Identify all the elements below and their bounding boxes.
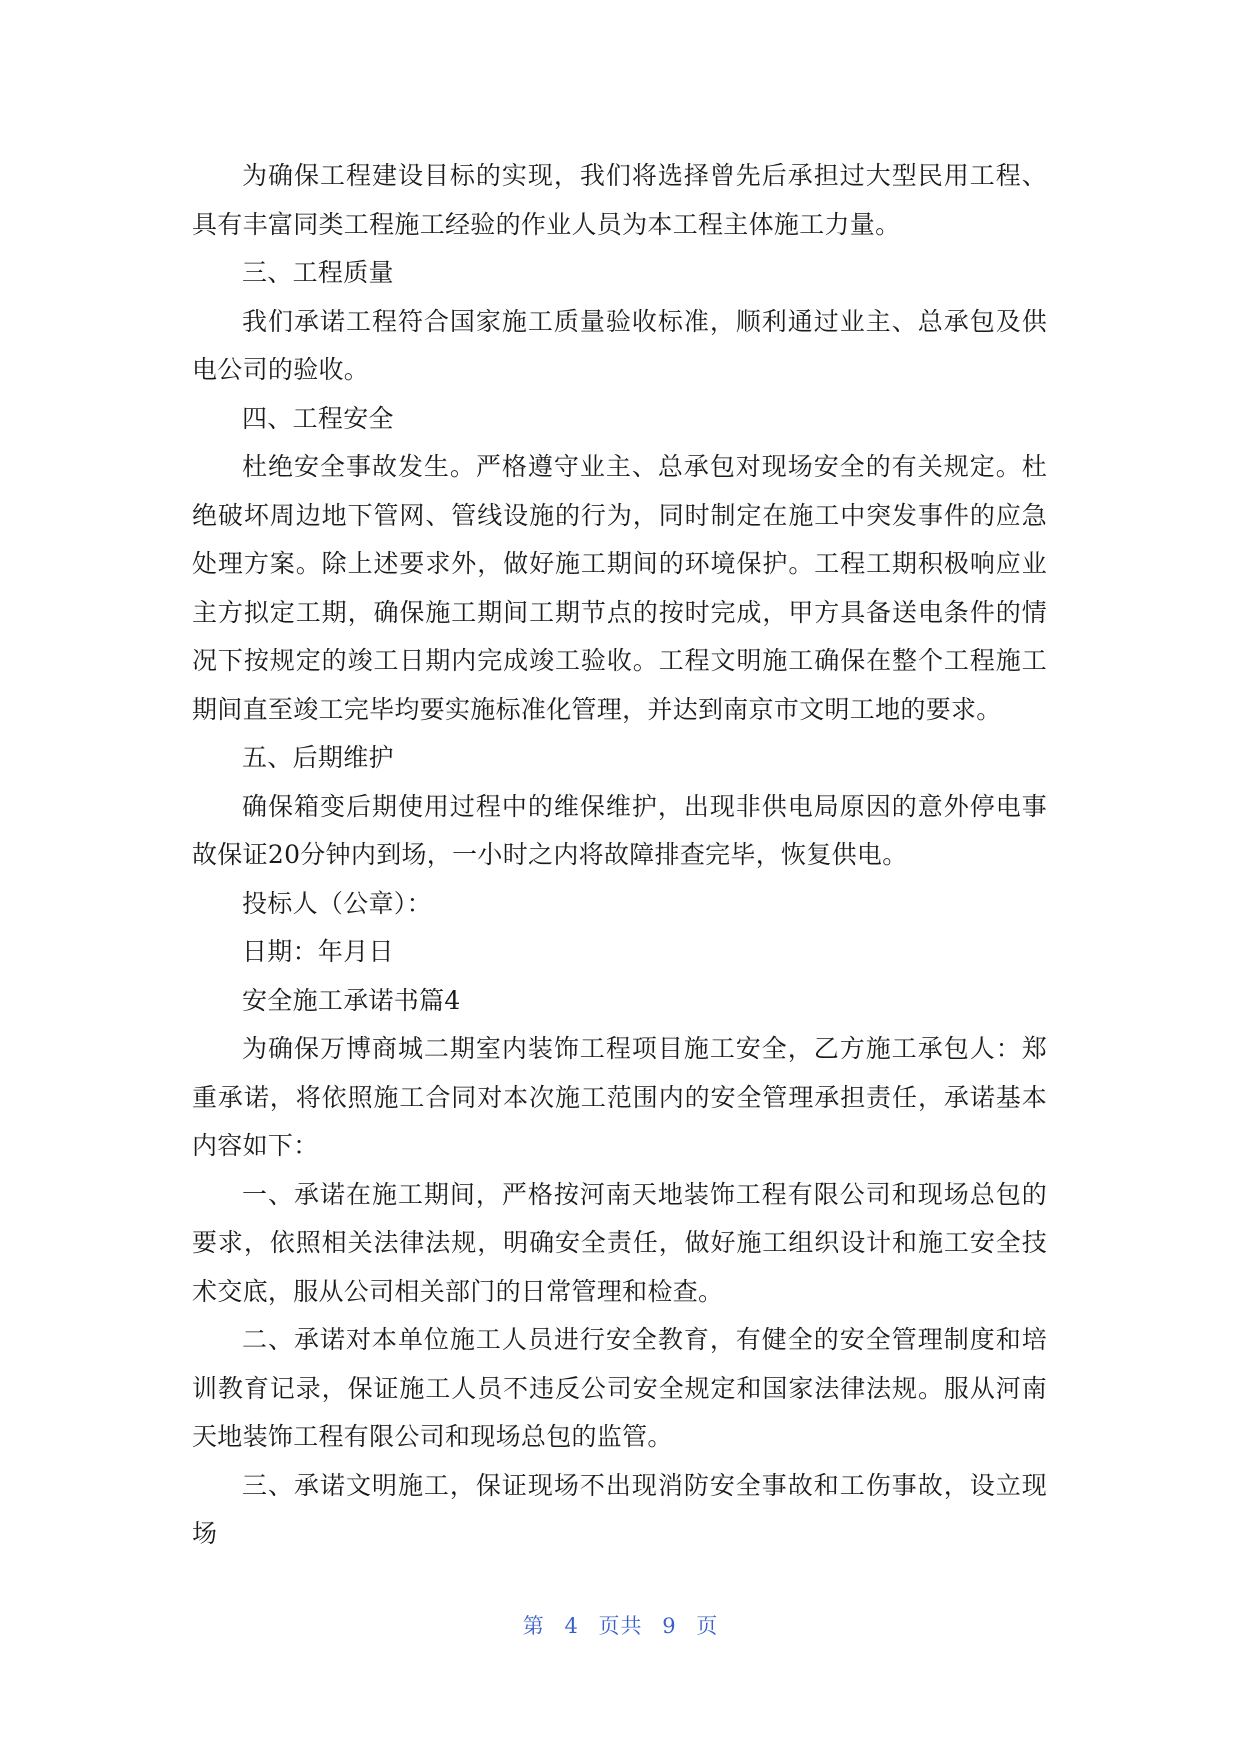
- paragraph: 我们承诺工程符合国家施工质量验收标准，顺利通过业主、总承包及供电公司的验收。: [192, 306, 1047, 384]
- paragraph: 三、承诺文明施工，保证现场不出现消防安全事故和工伤事故，设立现场: [192, 1470, 1047, 1548]
- signature-line: 投标人（公章）：: [242, 888, 432, 918]
- footer-suffix: 页: [696, 1614, 719, 1638]
- paragraph: 杜绝安全事故发生。严格遵守业主、总承包对现场安全的有关规定。杜绝破坏周边地下管网、管线设施的行为，同时制定在施工中突发事件的应急处理方案。除上述要求外，做好施工期间的环境保护。工程工期积极响应业主方拟定工期，确保施工期间工期节点的按时完成，甲方具备送电条件的情况下按规定的竣工日期内完成竣工验收。工程文明施工确保在整个工程施工期间直至竣工完毕均要实施标准化管理，并达到南京市文明工地的要求。: [192, 452, 1047, 724]
- document-body: [192, 152, 1047, 1559]
- date-line: 日期：年月日: [242, 937, 394, 966]
- section-heading: 三、工程质量: [242, 258, 394, 287]
- footer-middle: 页共: [598, 1614, 643, 1638]
- paragraph: 二、承诺对本单位施工人员进行安全教育，有健全的安全管理制度和培训教育记录，保证施工人员不违反公司安全规定和国家法律法规。服从河南天地装饰工程有限公司和现场总包的监管。: [192, 1325, 1047, 1451]
- footer-total-pages: 9: [662, 1614, 677, 1638]
- paragraph: 为确保万博商城二期室内装饰工程项目施工安全，乙方施工承包人：郑重承诺，将依照施工合同对本次施工范围内的安全管理承担责任，承诺基本内容如下：: [192, 1034, 1047, 1160]
- document-title: 安全施工承诺书篇4: [242, 985, 461, 1015]
- section-heading: 五、后期维护: [242, 743, 394, 772]
- page-footer: [0, 1610, 1241, 1640]
- paragraph: 确保箱变后期使用过程中的维保维护，出现非供电局原因的意外停电事故保证20分钟内到场，一小时之内将故障排查完毕，恢复供电。: [192, 791, 1047, 869]
- footer-current-page: 4: [564, 1614, 579, 1638]
- footer-prefix: 第: [522, 1614, 545, 1638]
- paragraph: 为确保工程建设目标的实现，我们将选择曾先后承担过大型民用工程、具有丰富同类工程施工经验的作业人员为本工程主体施工力量。: [192, 161, 1047, 239]
- paragraph: 一、承诺在施工期间，严格按河南天地装饰工程有限公司和现场总包的要求，依照相关法律法规，明确安全责任，做好施工组织设计和施工安全技术交底，服从公司相关部门的日常管理和检查。: [192, 1179, 1047, 1306]
- section-heading: 四、工程安全: [242, 403, 394, 433]
